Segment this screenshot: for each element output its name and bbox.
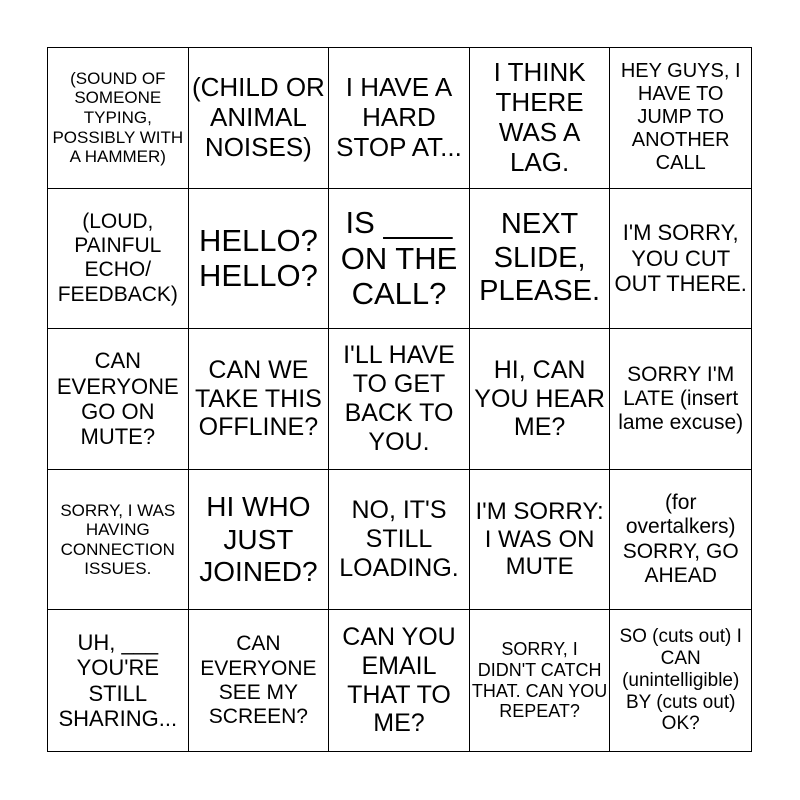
bingo-cell[interactable]: HELLO? HELLO? (189, 189, 330, 330)
bingo-cell[interactable]: CAN EVERYONE SEE MY SCREEN? (189, 610, 330, 751)
bingo-cell[interactable]: (CHILD OR ANIMAL NOISES) (189, 48, 330, 189)
bingo-cell[interactable]: SORRY, I DIDN'T CATCH THAT. CAN YOU REPEAT? (470, 610, 611, 751)
bingo-cell[interactable]: (LOUD, PAINFUL ECHO/ FEEDBACK) (48, 189, 189, 330)
bingo-cell[interactable]: SO (cuts out) I CAN (unintelligible) BY (cuts out) OK? (619, 626, 742, 735)
bingo-cell[interactable]: HI WHO JUST JOINED? (189, 470, 330, 611)
bingo-cell[interactable]: I'M SORRY, YOU CUT OUT THERE. (610, 189, 751, 330)
bingo-cell[interactable]: SORRY I'M LATE (insert lame excuse) (610, 329, 751, 470)
bingo-cell[interactable]: NEXT SLIDE, PLEASE. (470, 189, 611, 330)
bingo-cell[interactable]: HEY GUYS, I HAVE TO JUMP TO ANOTHER CALL (610, 48, 751, 189)
bingo-cell[interactable]: IS ____ ON THE CALL? (329, 189, 470, 330)
bingo-cell[interactable]: I'M SORRY: I WAS ON MUTE (470, 470, 611, 611)
bingo-cell[interactable]: I THINK THERE WAS A LAG. (470, 48, 611, 189)
bingo-cell[interactable]: NO, IT'S STILL LOADING. (329, 470, 470, 611)
bingo-cell[interactable]: (for overtalkers) SORRY, GO AHEAD (610, 470, 751, 611)
bingo-cell[interactable]: HI, CAN YOU HEAR ME? (470, 329, 611, 470)
bingo-cell[interactable]: (SOUND OF SOMEONE TYPING, POSSIBLY WITH A HAMMER) (48, 48, 189, 189)
bingo-cell[interactable]: I'LL HAVE TO GET BACK TO YOU. (329, 329, 470, 470)
bingo-cell[interactable]: CAN WE TAKE THIS OFFLINE? (189, 329, 330, 470)
bingo-board (47, 47, 752, 752)
bingo-cell[interactable]: I HAVE A HARD STOP AT... (329, 48, 470, 189)
bingo-cell[interactable]: CAN YOU EMAIL THAT TO ME? (329, 610, 470, 751)
bingo-cell[interactable]: UH, ___ YOU'RE STILL SHARING... (48, 610, 189, 751)
bingo-cell[interactable]: SORRY, I WAS HAVING CONNECTION ISSUES. (48, 470, 189, 611)
bingo-cell[interactable]: CAN EVERYONE GO ON MUTE? (48, 329, 189, 470)
